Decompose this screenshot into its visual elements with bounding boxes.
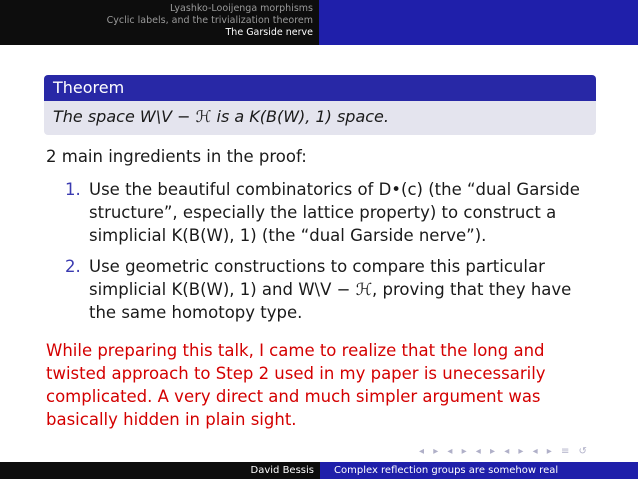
footer-talk-title: Complex reflection groups are somehow real bbox=[334, 465, 559, 476]
theorem-title: Theorem bbox=[44, 75, 596, 101]
header-bar bbox=[0, 0, 638, 45]
remark-line: basically hidden in plain sight. bbox=[46, 410, 297, 429]
footer-left-panel bbox=[0, 462, 320, 479]
remark-line: complicated. A very direct and much simpler argument was bbox=[46, 387, 541, 406]
footer-author: David Bessis bbox=[250, 465, 314, 476]
nav-section-lyashko[interactable]: Lyashko-Looijenga morphisms bbox=[170, 3, 313, 14]
header-left-panel bbox=[0, 0, 319, 45]
list-item-line: Use geometric constructions to compare this particular bbox=[89, 257, 545, 276]
list-item-number: 1. bbox=[65, 180, 81, 199]
header-right-panel bbox=[319, 0, 638, 45]
list-item-line: simplicial K(B(W), 1) and W\V − ℋ, proving that they have bbox=[89, 280, 572, 299]
remark-line: twisted approach to Step 2 used in my paper is unecessarily bbox=[46, 364, 546, 383]
remark-text bbox=[46, 339, 546, 431]
theorem-statement: The space W\V − ℋ is a K(B(W), 1) space. bbox=[44, 101, 596, 135]
list-item-line: simplicial K(B(W), 1) (the “dual Garside nerve”). bbox=[89, 226, 487, 245]
nav-section-garside-nerve[interactable]: The Garside nerve bbox=[225, 27, 313, 38]
footer-right-panel bbox=[320, 462, 638, 479]
list-item-line: Use the beautiful combinatorics of D•(c) (the “dual Garside bbox=[89, 180, 580, 199]
nav-section-cyclic-labels[interactable]: Cyclic labels, and the trivialization theorem bbox=[106, 15, 313, 26]
list-item-line: the same homotopy type. bbox=[89, 303, 303, 322]
intro-text: 2 main ingredients in the proof: bbox=[46, 147, 307, 166]
remark-line: While preparing this talk, I came to realize that the long and bbox=[46, 341, 545, 360]
list-item-number: 2. bbox=[65, 257, 81, 276]
theorem-block bbox=[44, 75, 596, 135]
navigation-icons[interactable]: ◂ ▸ ◂ ▸ ◂ ▸ ◂ ▸ ◂ ▸ ≡ ↺ bbox=[419, 446, 590, 457]
list-item-line: structure”, especially the lattice property) to construct a bbox=[89, 203, 557, 222]
